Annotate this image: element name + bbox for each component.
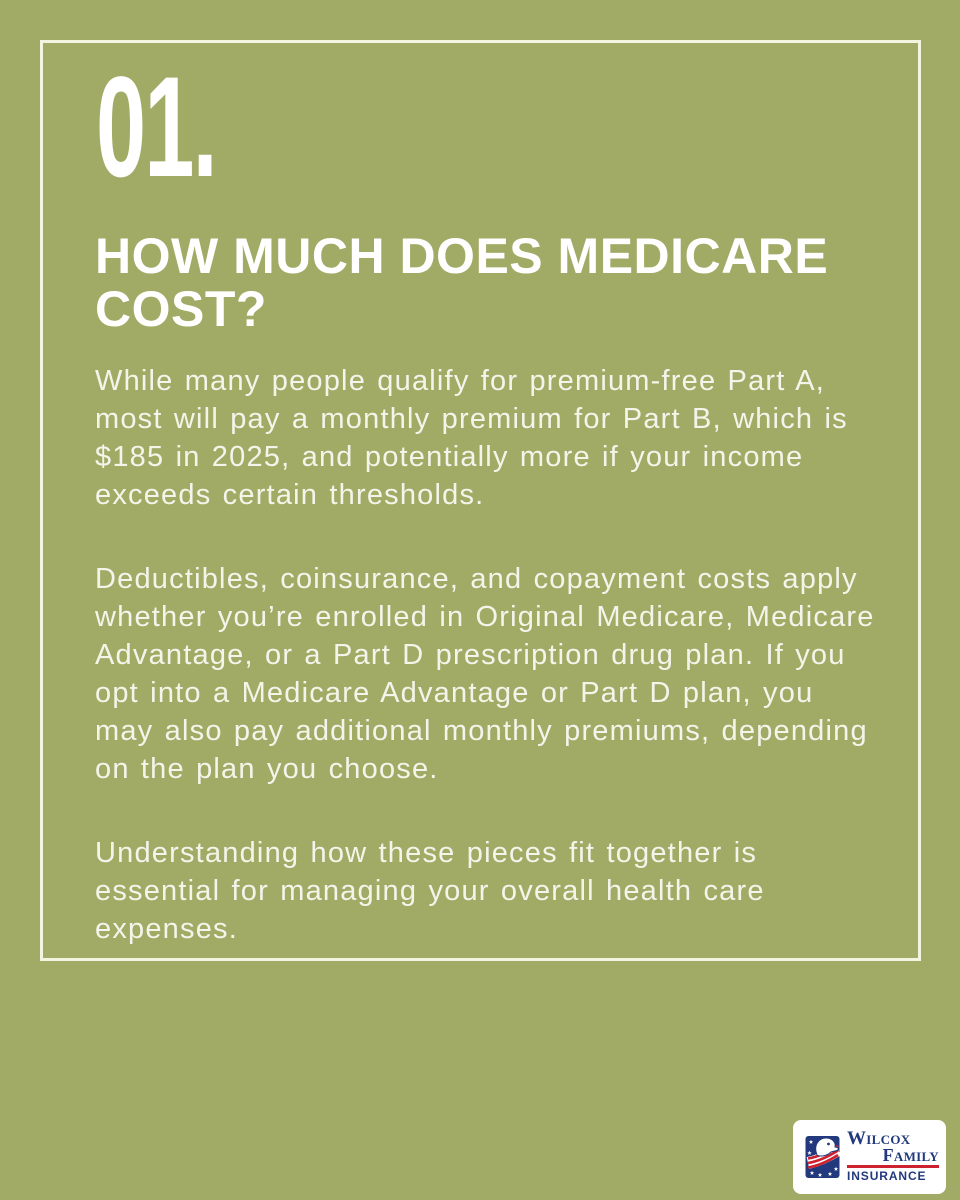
logo-name-line1: Wilcox <box>847 1128 911 1149</box>
logo-name-line2: Family <box>882 1145 939 1165</box>
eagle-flag-emblem-icon <box>805 1133 842 1181</box>
page-title: HOW MUCH DOES MEDICARE COST? <box>95 228 829 337</box>
paragraph-2: Deductibles, coinsurance, and copayment costs apply whether you’re enrolled in Original Medicare, Medicare Advantage, or a Part D prescription drug plan. If you opt into a Medicare Advantage or Part D plan, you may also pay additional monthly premiums, depending on the plan you choose. <box>95 563 875 785</box>
logo-tagline: INSURANCE <box>847 1169 927 1183</box>
logo-red-divider <box>847 1165 939 1168</box>
paragraph-3: Understanding how these pieces fit together is essential for managing your overall health care expenses. <box>95 837 765 945</box>
paragraph-1: While many people qualify for premium-free Part A, most will pay a monthly premium for Part B, which is $185 in 2025, and potentially more if your income exceeds certain thresholds. <box>95 365 848 511</box>
step-number: 01. <box>96 48 216 207</box>
body-text <box>95 362 883 948</box>
logo-text-block <box>847 1128 939 1183</box>
wilcox-family-insurance-logo <box>793 1120 946 1194</box>
